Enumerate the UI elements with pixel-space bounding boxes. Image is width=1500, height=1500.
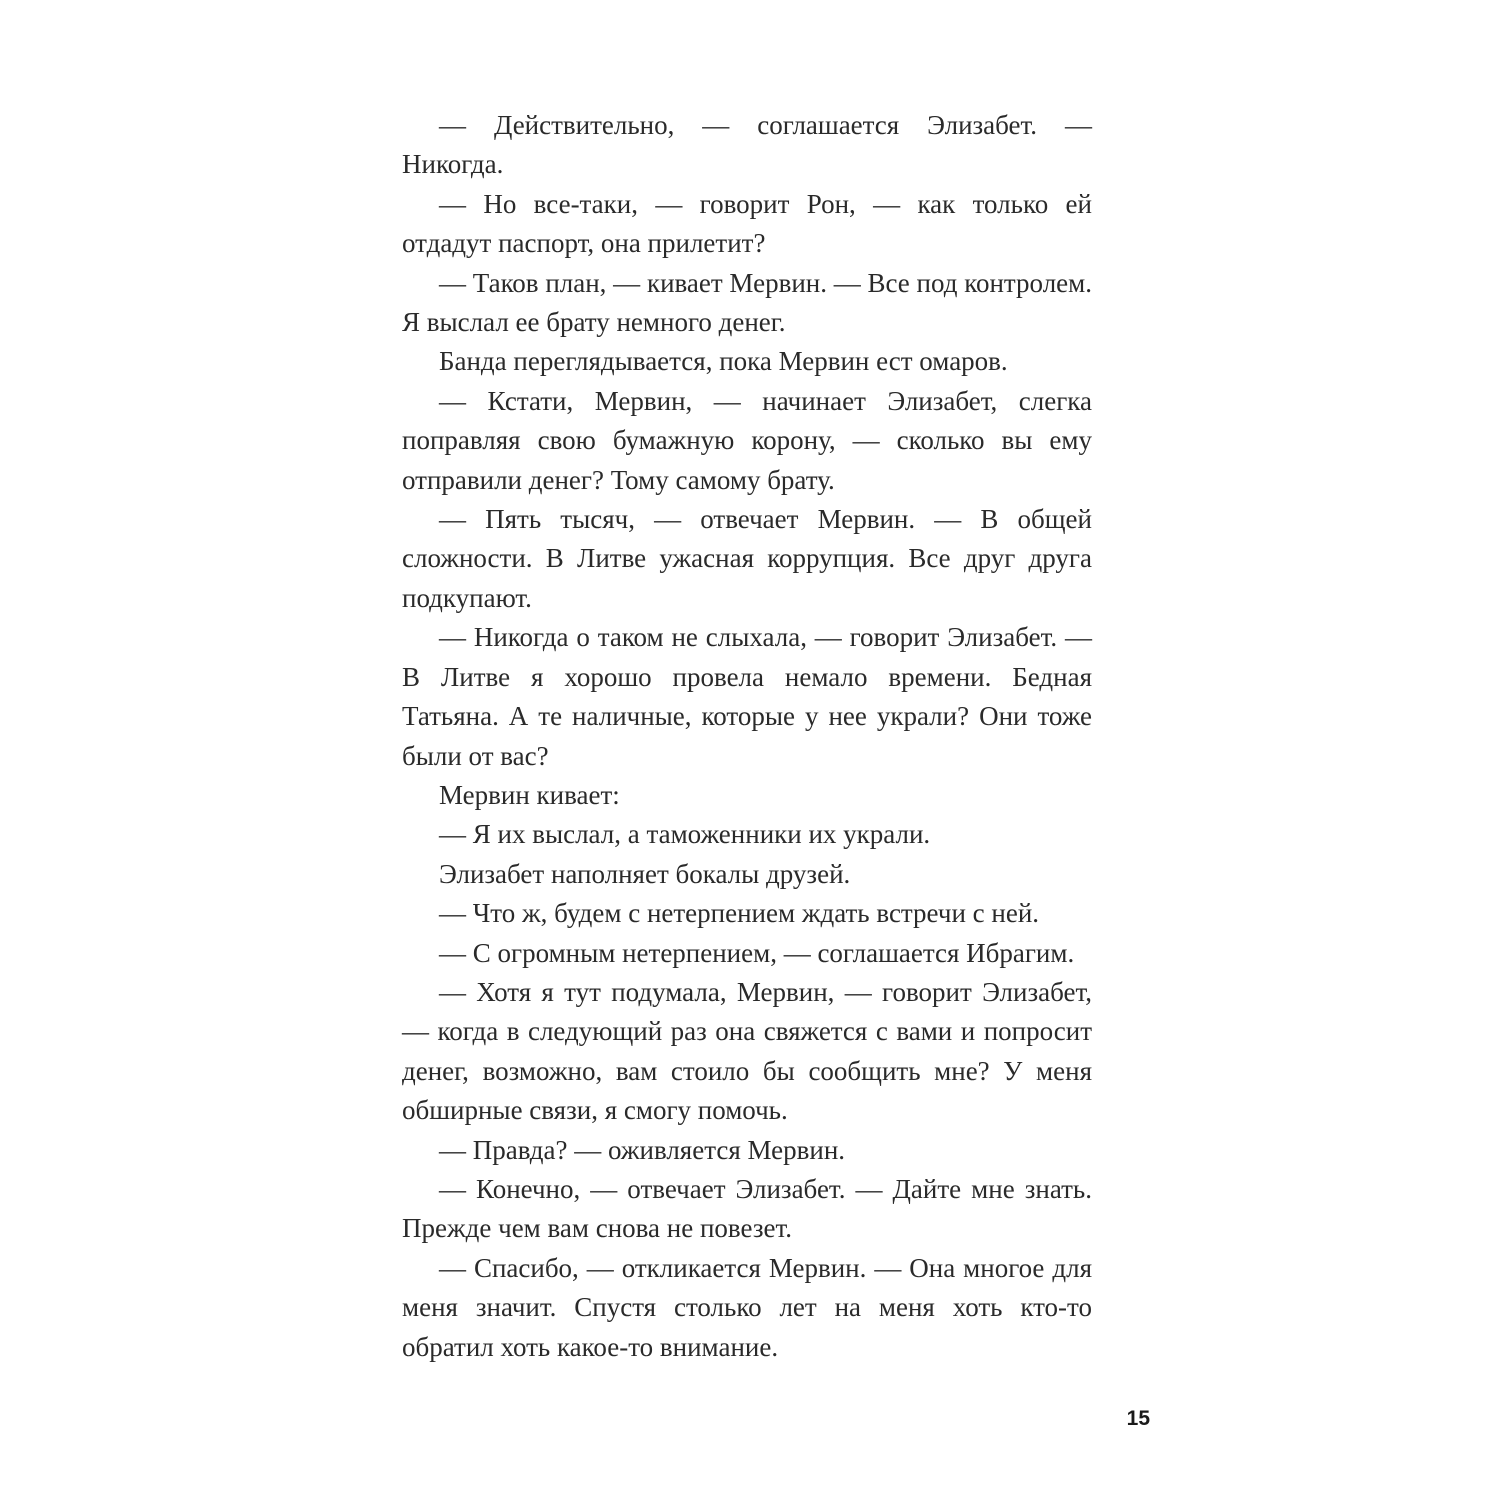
paragraph: — Хотя я тут подумала, Мервин, — говорит Элизабет, — когда в следующий раз она свяжется с вами и попросит денег, возможно, вам стоило бы сообщить мне? У меня обширные связи, я смогу помочь. bbox=[402, 976, 1092, 1126]
paragraph: — Таков план, — кивает Мервин. — Все под контролем. Я выслал ее брату немного денег. bbox=[402, 267, 1092, 338]
paragraph: Мервин кивает: bbox=[439, 779, 620, 810]
paragraph: — Спасибо, — откликается Мервин. — Она многое для меня значит. Спустя столько лет на меня хоть кто-то обратил хоть какое-то внимание. bbox=[402, 1252, 1092, 1362]
page-text-column bbox=[402, 106, 1092, 1367]
paragraph: — Конечно, — отвечает Элизабет. — Дайте мне знать. Прежде чем вам снова не повезет. bbox=[402, 1173, 1092, 1244]
paragraph: Банда переглядывается, пока Мервин ест омаров. bbox=[439, 346, 1008, 377]
paragraph: — Я их выслал, а таможенники их украли. bbox=[439, 819, 931, 850]
paragraph: — Никогда о таком не слыхала, — говорит Элизабет. — В Литве я хорошо провела немало времени. Бедная Татьяна. А те наличные, которые у нее украли? Они тоже были от вас? bbox=[402, 622, 1092, 771]
paragraph: — С огромным нетерпением, — соглашается Ибрагим. bbox=[439, 937, 1075, 968]
paragraph: — Что ж, будем с нетерпением ждать встречи с ней. bbox=[439, 898, 1040, 929]
paragraph: — Правда? — оживляется Мервин. bbox=[439, 1134, 846, 1165]
paragraph: — Действительно, — соглашается Элизабет. — Никогда. bbox=[402, 110, 1092, 180]
paragraph: Элизабет наполняет бокалы друзей. bbox=[439, 858, 851, 889]
paragraph: — Но все-таки, — говорит Рон, — как только ей отдадут паспорт, она прилетит? bbox=[402, 188, 1092, 259]
paragraph: — Пять тысяч, — отвечает Мервин. — В общей сложности. В Литве ужасная коррупция. Все друг друга подкупают. bbox=[402, 504, 1092, 613]
page-number: 15 bbox=[1126, 1407, 1150, 1430]
paragraph: — Кстати, Мервин, — начинает Элизабет, слегка поправляя свою бумажную корону, — сколько вы ему отправили денег? Тому самому брату. bbox=[402, 385, 1092, 495]
